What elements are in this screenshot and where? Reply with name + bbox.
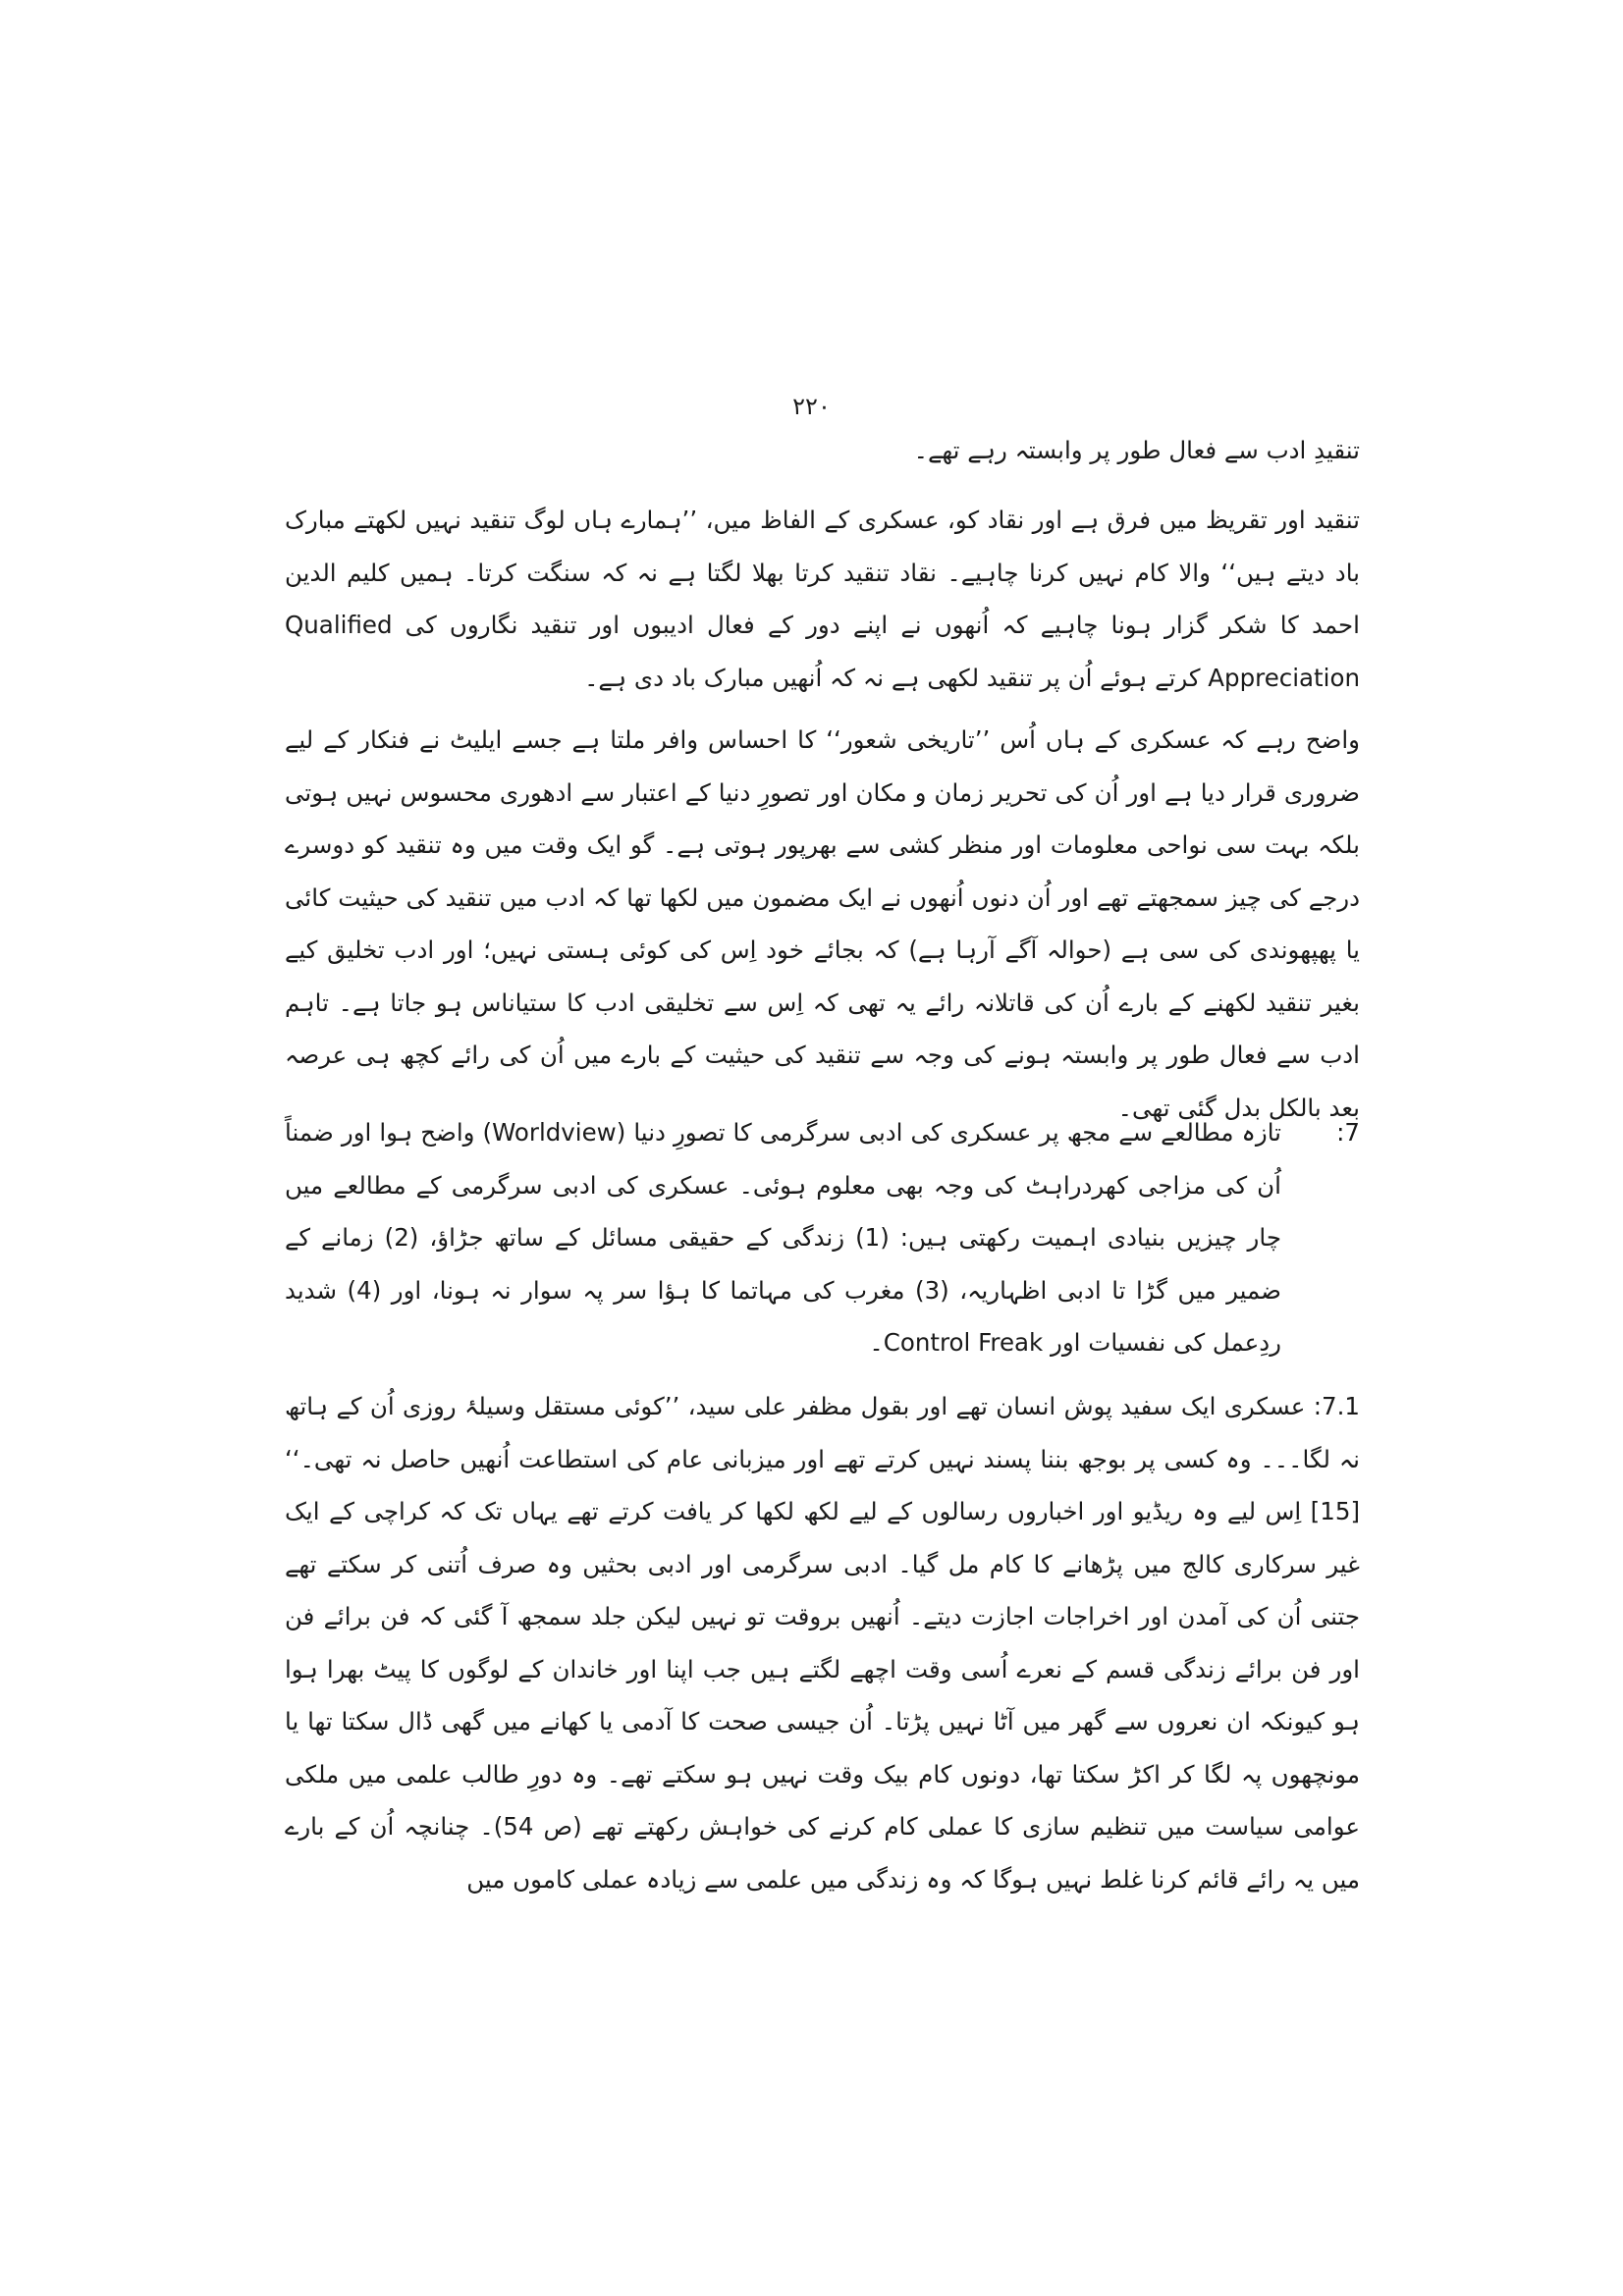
page-number: ۲۲۰ — [792, 393, 831, 420]
paragraph-text: تنقید اور تقریظ میں فرق ہے اور نقاد کو، عسکری کے الفاظ میں، ’’ہمارے ہاں لوگ تنقید نہیں لکھتے مبارک باد دیتے ہیں‘‘ والا کام نہیں کرنا چاہیے۔ نقاد تنقید کرتا بھلا لگتا ہے نہ کہ سنگت کرتا۔ ہمیں کلیم الدین احمد کا شکر گزار ہونا چاہیے کہ اُنھوں نے اپنے دور کے فعال ادیبوں اور تنقید نگاروں کی Qualified Appreciation کرتے ہوئے اُن پر تنقید لکھی ہے نہ کہ اُنھیں مبارک باد دی ہے۔ — [285, 506, 1360, 692]
paragraph-worldview — [285, 1106, 1360, 1369]
paragraph-historical-consciousness — [285, 714, 1360, 1134]
paragraph-text: تازہ مطالعے سے مجھ پر عسکری کی ادبی سرگرمی کا تصورِ دنیا (Worldview) واضح ہوا اور ضمناً اُن کی مزاجی کھردراہٹ کی وجہ بھی معلوم ہوئی۔ عسکری کی ادبی سرگرمی کے مطالعے میں چار چیزیں بنیادی اہمیت رکھتی ہیں: (1) زندگی کے حقیقی مسائل کے ساتھ جڑاؤ، (2) زمانے کے ضمیر میں گڑا تا ادبی اظہاریہ، (3) مغرب کی مہاتما کا ہؤا سر پہ سوار نہ ہونا، اور (4) شدید ردِعمل کی نفسیات اور Control Freak۔ — [285, 1118, 1281, 1357]
paragraph-text: واضح رہے کہ عسکری کے ہاں اُس ’’تاریخی شعور‘‘ کا احساس وافر ملتا ہے جسے ایلیٹ نے فنکار کے لیے ضروری قرار دیا ہے اور اُن کی تحریر زمان و مکان اور تصورِ دنیا کے اعتبار سے ادھوری محسوس نہیں ہوتی بلکہ بہت سی نواحی معلومات اور منظر کشی سے بھرپور ہوتی ہے۔ گو ایک وقت میں وہ تنقید کو دوسرے درجے کی چیز سمجھتے تھے اور اُن دنوں اُنھوں نے ایک مضمون میں لکھا تھا کہ ادب میں تنقید کی حیثیت کائی یا پھپھوندی کی سی ہے (حوالہ آگے آرہا ہے) کہ بجائے خود اِس کی کوئی ہستی نہیں؛ اور ادب تخلیق کیے بغیر تنقید لکھنے کے بارے اُن کی قاتلانہ رائے یہ تھی کہ اِس سے تخلیقی ادب کا ستیاناس ہو جاتا ہے۔ تاہم ادب سے فعال طور پر وابستہ ہونے کی وجہ سے تنقید کی حیثیت کے بارے میں اُن کی رائے کچھ ہی عرصہ بعد بالکل بدل گئی تھی۔ — [285, 725, 1360, 1122]
paragraph-section-7-1 — [285, 1380, 1360, 1905]
paragraph-text: تنقیدِ ادب سے فعال طور پر وابستہ رہے تھے۔ — [913, 436, 1360, 464]
paragraph-continuation — [285, 424, 1360, 477]
item-number-7: :7 — [1336, 1118, 1360, 1147]
paragraph-criticism-vs-praise — [285, 494, 1360, 704]
paragraph-text: 7.1: عسکری ایک سفید پوش انسان تھے اور بقول مظفر علی سید، ’’کوئی مستقل وسیلۂ روزی اُن کے ہاتھ نہ لگا۔۔۔ وہ کسی پر بوجھ بننا پسند نہیں کرتے تھے اور میزبانی عام کی استطاعت اُنھیں حاصل نہ تھی۔‘‘ [15] اِس لیے وہ ریڈیو اور اخباروں رسالوں کے لیے لکھ لکھا کر یافت کرتے تھے یہاں تک کہ کراچی کے ایک غیر سرکاری کالج میں پڑھانے کا کام مل گیا۔ ادبی سرگرمی اور ادبی بحثیں وہ صرف اُتنی کر سکتے تھے جتنی اُن کی آمدن اور اخراجات اجازت دیتے۔ اُنھیں بروقت تو نہیں لیکن جلد سمجھ آ گئی کہ فن برائے فن اور فن برائے زندگی قسم کے نعرے اُسی وقت اچھے لگتے ہیں جب اپنا اور خاندان کے لوگوں کا پیٹ بھرا ہوا ہو کیونکہ ان نعروں سے گھر میں آٹا نہیں پڑتا۔ اُن جیسی صحت کا آدمی یا کھانے میں گھی ڈال سکتا تھا یا مونچھوں پہ لگا کر اکڑ سکتا تھا، دونوں کام بیک وقت نہیں ہو سکتے تھے۔ وہ دورِ طالب علمی میں ملکی عوامی سیاست میں تنظیم سازی کا عملی کام کرنے کی خواہش رکھتے تھے (ص 54)۔ چنانچہ اُن کے بارے میں یہ رائے قائم کرنا غلط نہیں ہوگا کہ وہ زندگی میں علمی سے زیادہ عملی کاموں میں — [285, 1392, 1360, 1894]
